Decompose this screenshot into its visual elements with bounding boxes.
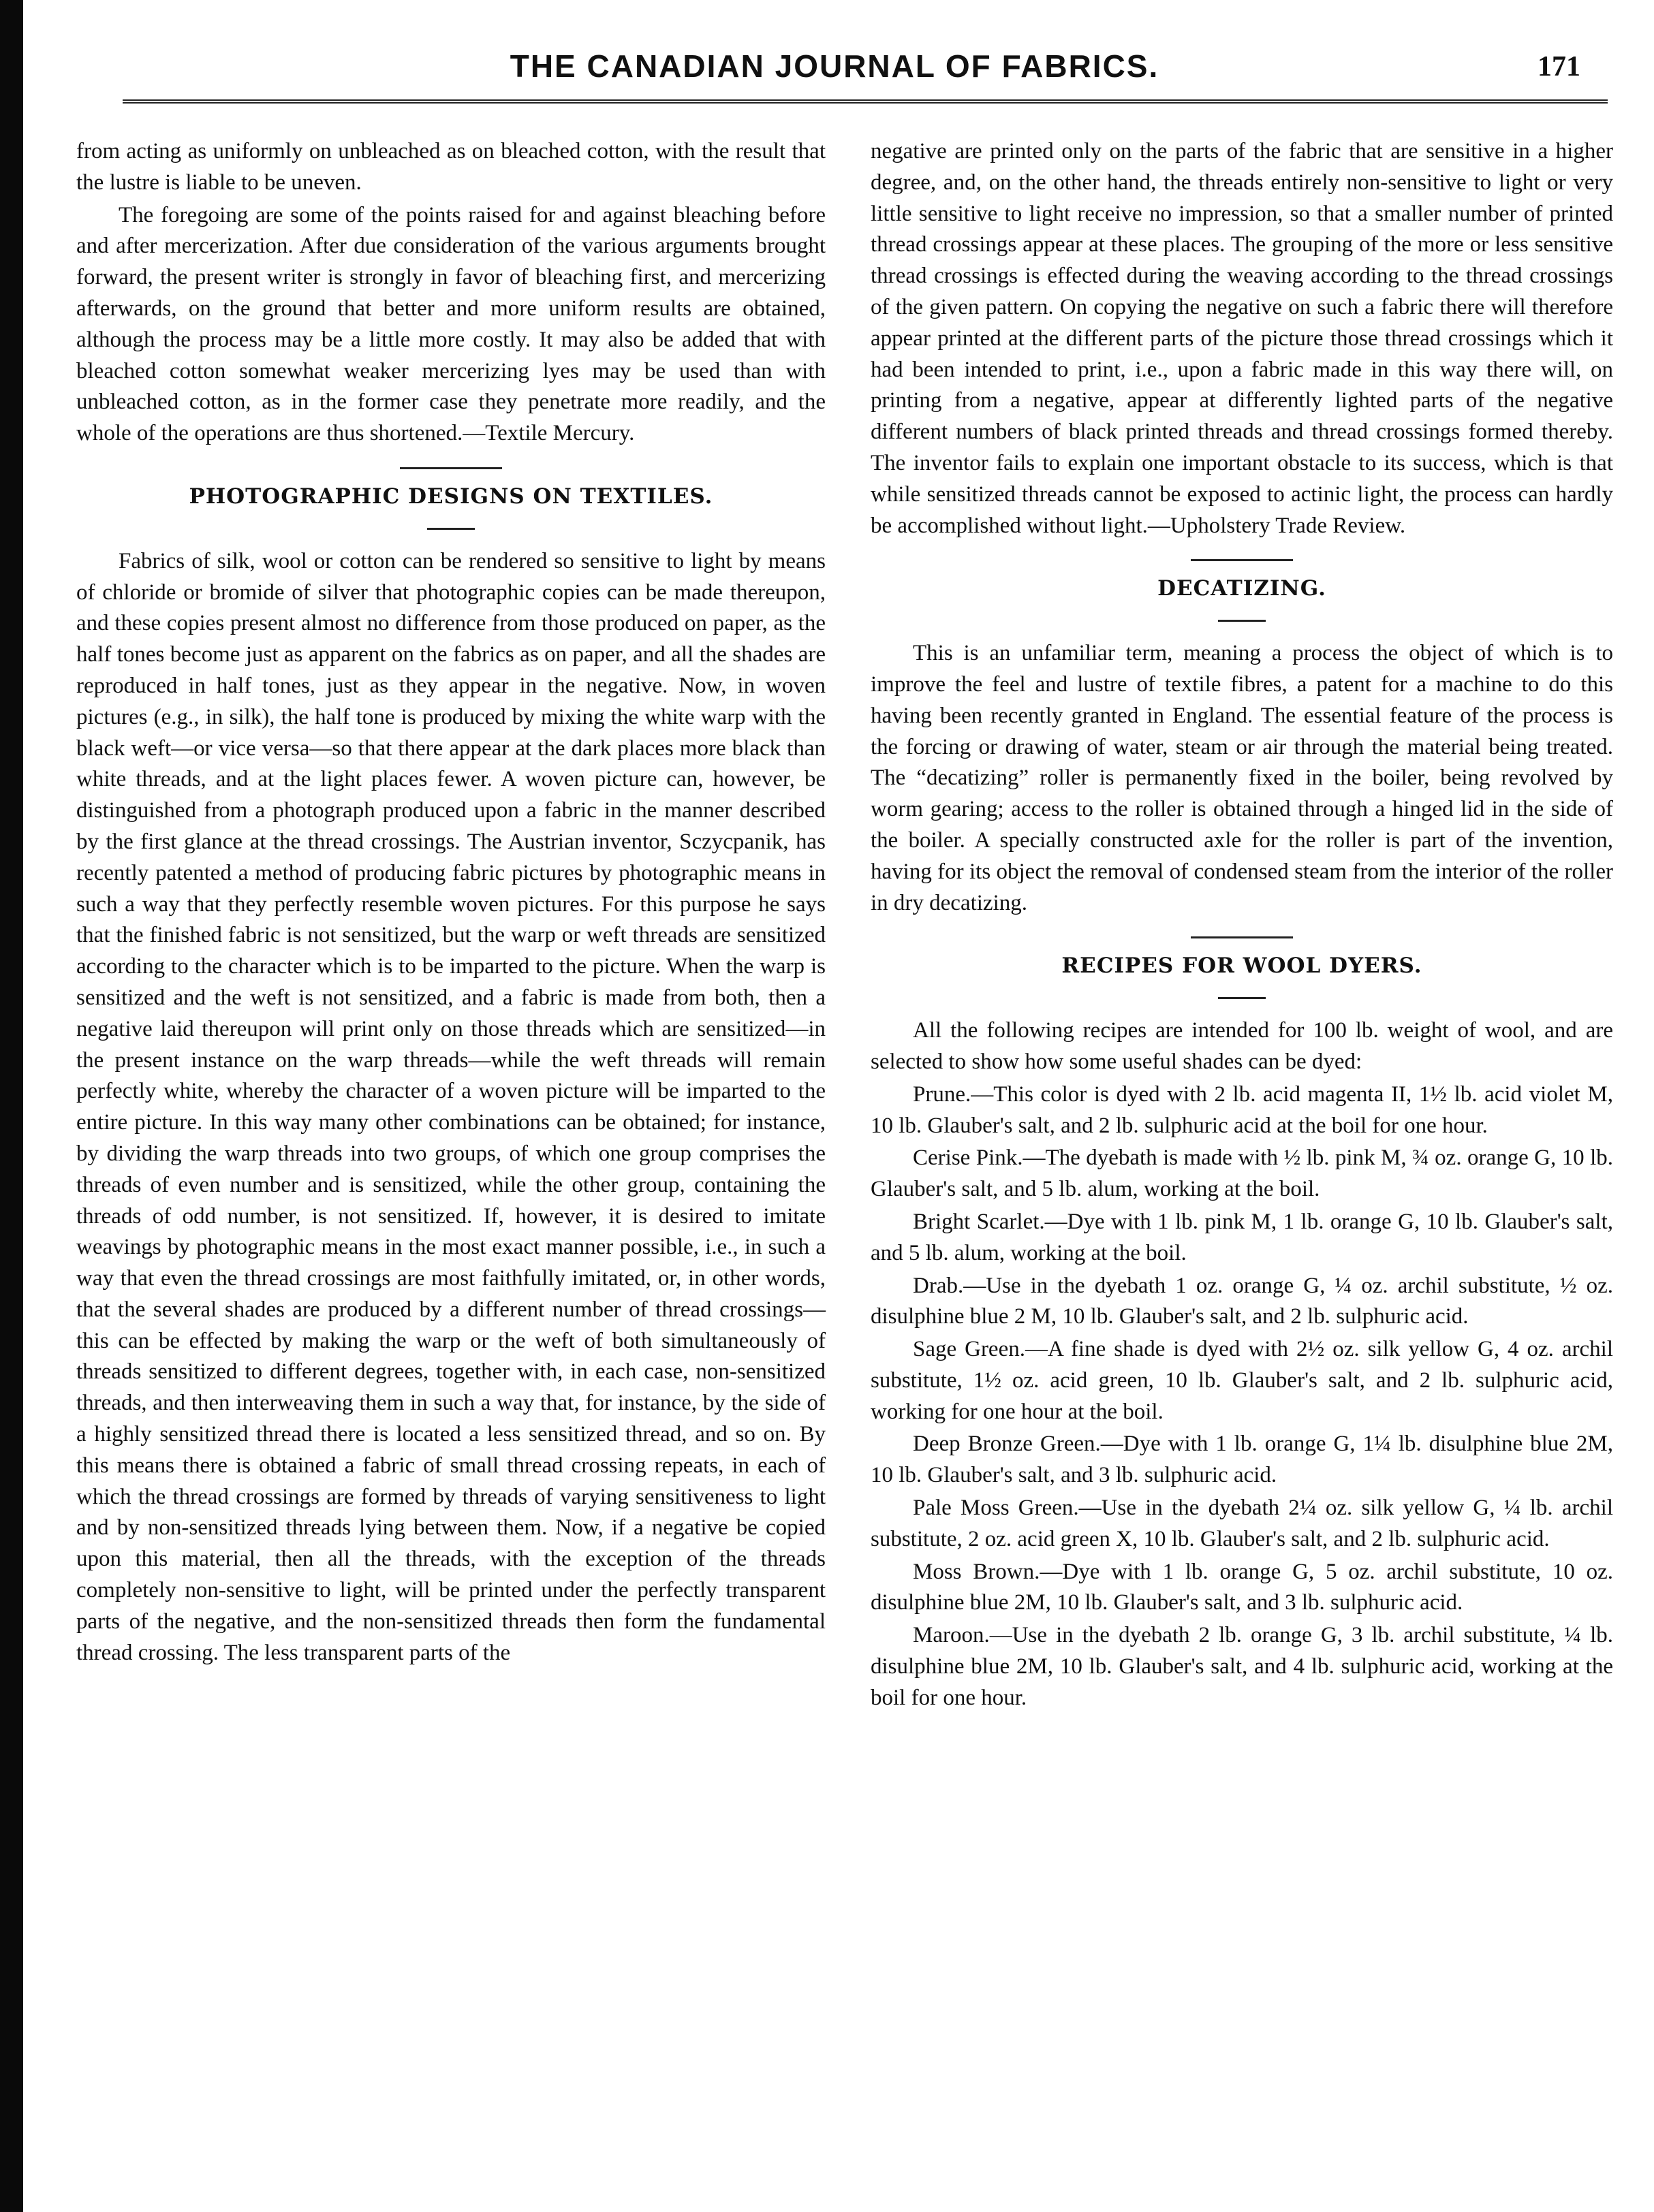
section-heading-photographic: PHOTOGRAPHIC DESIGNS ON TEXTILES. xyxy=(189,484,713,509)
recipes-intro: All the following recipes are intended for 100 lb. weight of wool, and are selected to show how some useful shades can be dyed: xyxy=(871,1018,1613,1074)
section-separator xyxy=(400,467,502,469)
journal-title: THE CANADIAN JOURNAL OF FABRICS. xyxy=(510,48,1159,84)
recipe-item: Maroon.—Use in the dyebath 2 lb. orange G, 3 lb. archil substitute, ¼ lb. disulphine blue 2M, 10 lb. Glauber's salt, and 4 lb. sulphuric acid, working at the boil for one hour. xyxy=(871,1623,1613,1710)
body-paragraph: negative are printed only on the parts of the fabric that are sensitive in a higher degree, and, on the other hand, the threads entirely non-sensitive to light or very little sensitive to light receive no impression, so that a smaller number of printed thread crossings appear at these places. The grouping of the more or less sensitive thread crossings is effected during the weaving according to the thread crossings of the given pattern. On copying the negative on such a fabric there will therefore appear printed at the different parts of the picture those thread crossings which it had been intended to print, i.e., upon a fabric made in this way there will, on printing from a negative, appear at differently lighted parts of the negative different numbers of black printed threads and thread crossings formed thereby. The inventor fails to explain one important obstacle to its success, which is that while sensitized threads cannot be exposed to actinic light, the process can hardly be accomplished without light.—Upholstery Trade Review. xyxy=(871,139,1613,538)
heading-underline xyxy=(427,528,475,530)
recipe-item: Bright Scarlet.—Dye with 1 lb. pink M, 1 lb. orange G, 10 lb. Glauber's salt, and 5 lb. alum, working at the boil. xyxy=(871,1209,1613,1265)
recipe-item: Drab.—Use in the dyebath 1 oz. orange G, ¼ oz. archil substitute, ½ oz. disulphine blue 2 M, 10 lb. Glauber's salt, and 2 lb. sulphuric acid. xyxy=(871,1273,1613,1329)
recipe-item: Sage Green.—A fine shade is dyed with 2½ oz. silk yellow G, 4 oz. archil substitute, 1½ oz. acid green, 10 lb. Glauber's salt, and 2 lb. sulphuric acid, working for one hour at the boil. xyxy=(871,1337,1613,1424)
page-header xyxy=(41,48,1628,123)
body-paragraph: Fabrics of silk, wool or cotton can be rendered so sensitive to light by means of chloride or bromide of silver that photographic copies can be made thereupon, and these copies present almost no difference from those produced on paper, as the half tones become just as apparent on the fabrics as on paper, and all the shades are reproduced in half tones, just as they appear in the negative. Now, in woven pictures (e.g., in silk), the half tone is produced by mixing the white warp with the black weft—or vice versa—so that there appear at the dark places more black than white threads, and at the light places fewer. A woven picture can, however, be distinguished from a photograph produced upon a fabric in the manner described by the first glance at the thread crossings. The Austrian inventor, Sczycpanik, has recently patented a method of producing fabric pictures by photographic means in such a way that they perfectly resemble woven pictures. For this purpose he says that the finished fabric is not sensitized, but the warp or weft threads are sensitized according to the character which is to be imparted to the picture. When the warp is sensitized and the weft is not sensitized, and a fabric is made from both, then a negative laid thereupon will print only on those threads which are sensitized—in the present instance on the warp threads—while the weft threads will remain perfectly white, whereby the character of a woven picture will be imparted to the entire picture. In this way many other combinations can be obtained; for instance, by dividing the warp threads into two groups, of which one group comprises the threads of even number and is sensitized, while the other group, containing the threads of odd number, is not sensitized. If, however, it is desired to imitate weavings by photographic means in the most exact manner possible, i.e., in such a way that even the thread crossings are most faithfully imitated, or, in other words, that the several shades are produced by a different number of thread crossings—this can be effected by making the warp or the weft of both simultaneously of threads sensitized to different degrees, together with, in each case, non-sensitized threads, and then interweaving them in such a way that, for instance, by the side of a highly sensitized thread there is located a less sensitized thread, and so on. By this means there is obtained a fabric of small thread crossing repeats, in each of which the thread crossings are formed by threads of varying sensitiveness to light and by non-sensitized threads lying between them. Now, if a negative be copied upon this material, then all the threads, with the exception of the threads completely non-sensitive to light, will be printed under the perfectly transparent parts of the negative, and the non-sensitized threads then form the fundamental thread crossing. The less transparent parts of the xyxy=(76,548,826,1665)
body-paragraph: The foregoing are some of the points raised for and against bleaching before and after mercerization. After due consideration of the various arguments brought forward, the present writer is strongly in favor of bleaching first, and mercerizing afterwards, on the ground that better and more uniform results are obtained, although the process may be a little more costly. It may also be added that with bleached cotton somewhat weaker mercerizing lyes may be used than with unbleached cotton, as in the former case they penetrate more readily, and the whole of the operations are thus shortened.—Textile Mercury. xyxy=(76,202,826,446)
heading-underline xyxy=(1218,620,1266,622)
recipe-item: Deep Bronze Green.—Dye with 1 lb. orange G, 1¼ lb. disulphine blue 2M, 10 lb. Glauber's salt, and 3 lb. sulphuric acid. xyxy=(871,1432,1613,1488)
right-column xyxy=(871,136,1613,1714)
section-separator xyxy=(1191,559,1293,561)
recipe-item: Moss Brown.—Dye with 1 lb. orange G, 5 oz. archil substitute, 10 oz. disulphine blue 2M, 10 lb. Glauber's salt, and 3 lb. sulphuric acid. xyxy=(871,1559,1613,1615)
body-paragraph: from acting as uniformly on unbleached as on bleached cotton, with the result that the lustre is liable to be uneven. xyxy=(76,139,826,195)
page-number: 171 xyxy=(1538,51,1580,82)
recipe-item: Prune.—This color is dyed with 2 lb. acid magenta II, 1½ lb. acid violet M, 10 lb. Glauber's salt, and 2 lb. sulphuric acid at the boil for one hour. xyxy=(871,1081,1613,1138)
section-heading-decatizing: DECATIZING. xyxy=(1157,576,1326,601)
header-rule xyxy=(123,99,1608,104)
recipe-item: Cerise Pink.—The dyebath is made with ½ lb. pink M, ¾ oz. orange G, 10 lb. Glauber's salt, and 5 lb. alum, working at the boil. xyxy=(871,1146,1613,1202)
heading-underline xyxy=(1218,997,1266,999)
scan-edge-bar xyxy=(0,0,23,2212)
section-heading-recipes: RECIPES FOR WOOL DYERS. xyxy=(1061,953,1422,979)
recipe-item: Pale Moss Green.—Use in the dyebath 2¼ oz. silk yellow G, ¼ lb. archil substitute, 2 oz. acid green X, 10 lb. Glauber's salt, and 2 lb. sulphuric acid. xyxy=(871,1496,1613,1551)
left-column xyxy=(76,136,826,1669)
body-paragraph: This is an unfamiliar term, meaning a process the object of which is to improve the feel and lustre of textile fibres, a patent for a machine to do this having been recently granted in England. The essential feature of the process is the forcing or drawing of water, steam or air through the material being treated. The “decatizing” roller is permanently fixed in the boiler, being revolved by worm gearing; access to the roller is obtained through a hinged lid in the side of the boiler. A specially constructed axle for the roller is part of the invention, having for its object the removal of condensed steam from the interior of the roller in dry decatizing. xyxy=(871,641,1613,915)
section-separator xyxy=(1191,936,1293,938)
